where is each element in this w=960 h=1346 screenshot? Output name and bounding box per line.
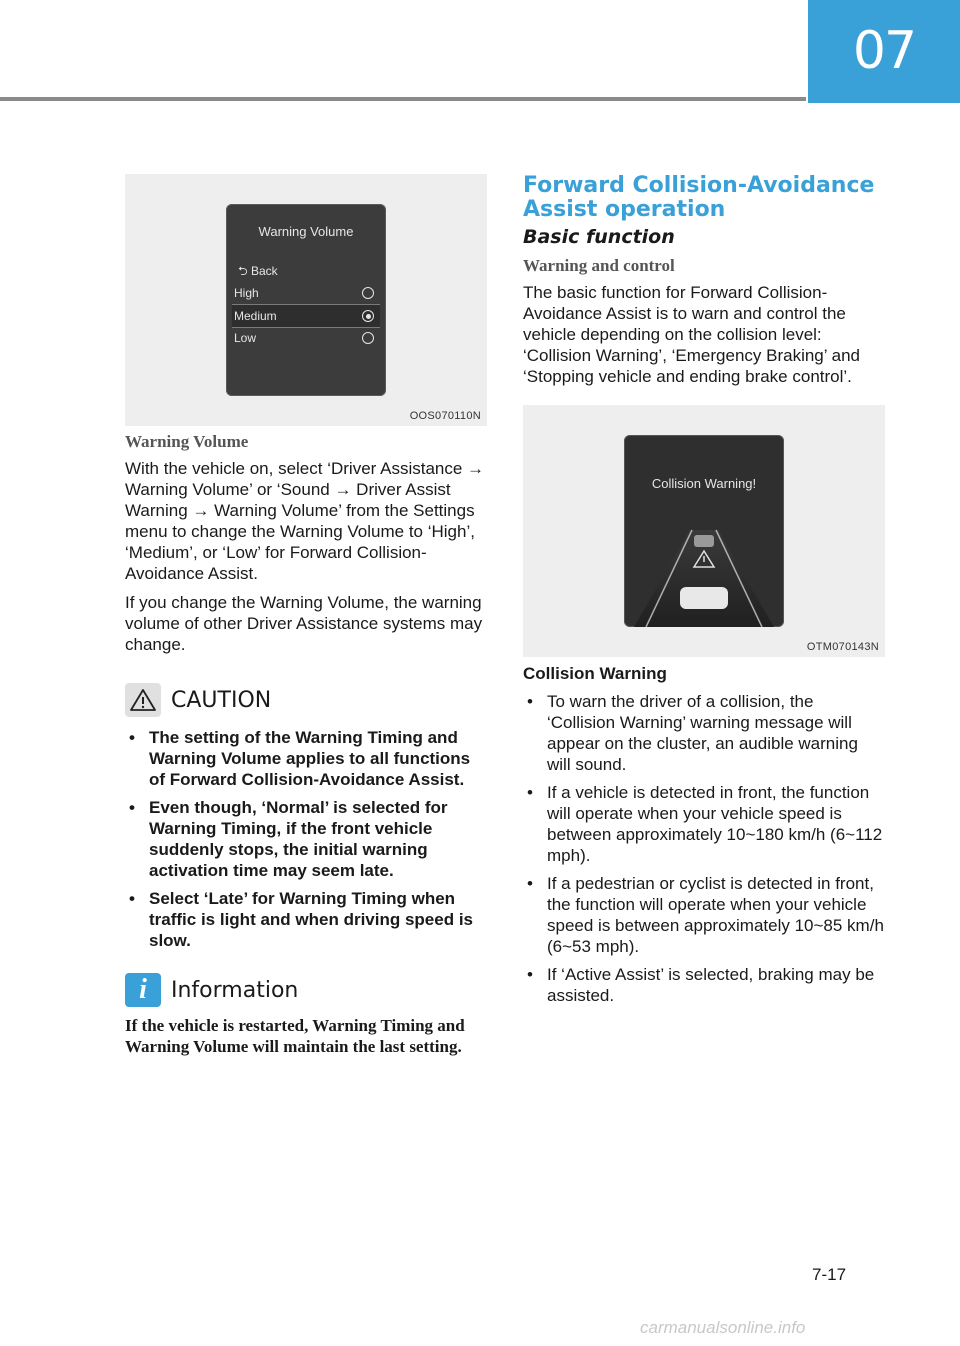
list-item: • The setting of the Warning Timing and Warning Volume applies to all functions of Forward Collision-Avoidance Assist. xyxy=(125,727,487,790)
collision-warning-figure xyxy=(523,405,885,657)
subheading: Warning and control xyxy=(523,256,675,275)
cluster-screen xyxy=(624,435,784,627)
list-item: • If a vehicle is detected in front, the function will operate when your vehicle speed is between approximately 10~180 km/h (6~112 mph). xyxy=(523,782,885,866)
caution-box xyxy=(125,683,487,951)
back-label: ⮌ Back xyxy=(238,264,278,278)
radio-icon xyxy=(362,287,374,299)
caution-title: CAUTION xyxy=(171,687,272,713)
list-item: • If ‘Active Assist’ is selected, braking may be assisted. xyxy=(523,964,885,1006)
list-item: • Select ‘Late’ for Warning Timing when traffic is light and when driving speed is slow. xyxy=(125,888,487,951)
paragraph: With the vehicle on, select ‘Driver Assistance → Warning Volume’ or ‘Sound → Driver Assist Warning → Warning Volume’ from the Settings menu to change the Warning Volume to ‘High’, ‘Medium’, or ‘Low’ for Forward Collision-Avoidance Assist. xyxy=(125,459,485,583)
collision-heading: Collision Warning xyxy=(523,664,667,683)
header-rule xyxy=(0,97,806,101)
option-label: Medium xyxy=(234,309,277,323)
option-label: Low xyxy=(234,331,257,345)
chapter-tab: 07 xyxy=(808,0,960,103)
warning-triangle-icon xyxy=(125,683,161,717)
right-column xyxy=(523,174,885,1013)
warning-volume-figure xyxy=(125,174,487,426)
watermark: carmanualsonline.info xyxy=(640,1318,806,1337)
option-row-low xyxy=(232,327,380,349)
info-title: Information xyxy=(171,977,299,1003)
cluster-screen xyxy=(226,204,386,396)
caution-list xyxy=(125,727,487,951)
subheading: Warning Volume xyxy=(125,432,249,451)
paragraph: If you change the Warning Volume, the warning volume of other Driver Assistance systems may change. xyxy=(125,593,483,654)
info-icon: i xyxy=(125,973,161,1007)
option-row-medium xyxy=(232,304,380,328)
screen-title: Collision Warning! xyxy=(651,476,757,491)
page-number: 7-17 xyxy=(812,1265,847,1284)
figure-caption: OTM070143N xyxy=(806,641,879,653)
list-item: • To warn the driver of a collision, the ‘Collision Warning’ warning message will appear on the cluster, an audible warning will sound. xyxy=(523,691,885,775)
option-row-high xyxy=(232,282,380,304)
paragraph: The basic function for Forward Collision-Avoidance Assist is to warn and control the vehicle depending on the collision level: ‘Collision Warning’, ‘Emergency Braking’ and ‘Stopping vehicle and ending brake control’. xyxy=(523,283,860,386)
screen-title: Warning Volume xyxy=(258,224,354,239)
radio-selected-icon xyxy=(362,310,374,322)
figure-caption: OOS070110N xyxy=(409,410,481,422)
list-item: • Even though, ‘Normal’ is selected for Warning Timing, if the front vehicle suddenly stops, the initial warning activation time may seem late. xyxy=(125,797,487,881)
section-subtitle: Basic function xyxy=(523,226,675,248)
info-text: If the vehicle is restarted, Warning Timing and Warning Volume will maintain the last setting. xyxy=(125,1016,465,1056)
radio-icon xyxy=(362,332,374,344)
list-item: • If a pedestrian or cyclist is detected in front, the function will operate when your vehicle speed is between approximately 10~85 km/h (6~53 mph). xyxy=(523,873,885,957)
road-illustration xyxy=(624,435,784,627)
section-title: Forward Collision-Avoidance Assist operation xyxy=(523,173,875,222)
info-box xyxy=(125,973,487,1057)
left-column xyxy=(125,174,487,1057)
option-label: High xyxy=(234,286,259,300)
collision-list xyxy=(523,691,885,1006)
